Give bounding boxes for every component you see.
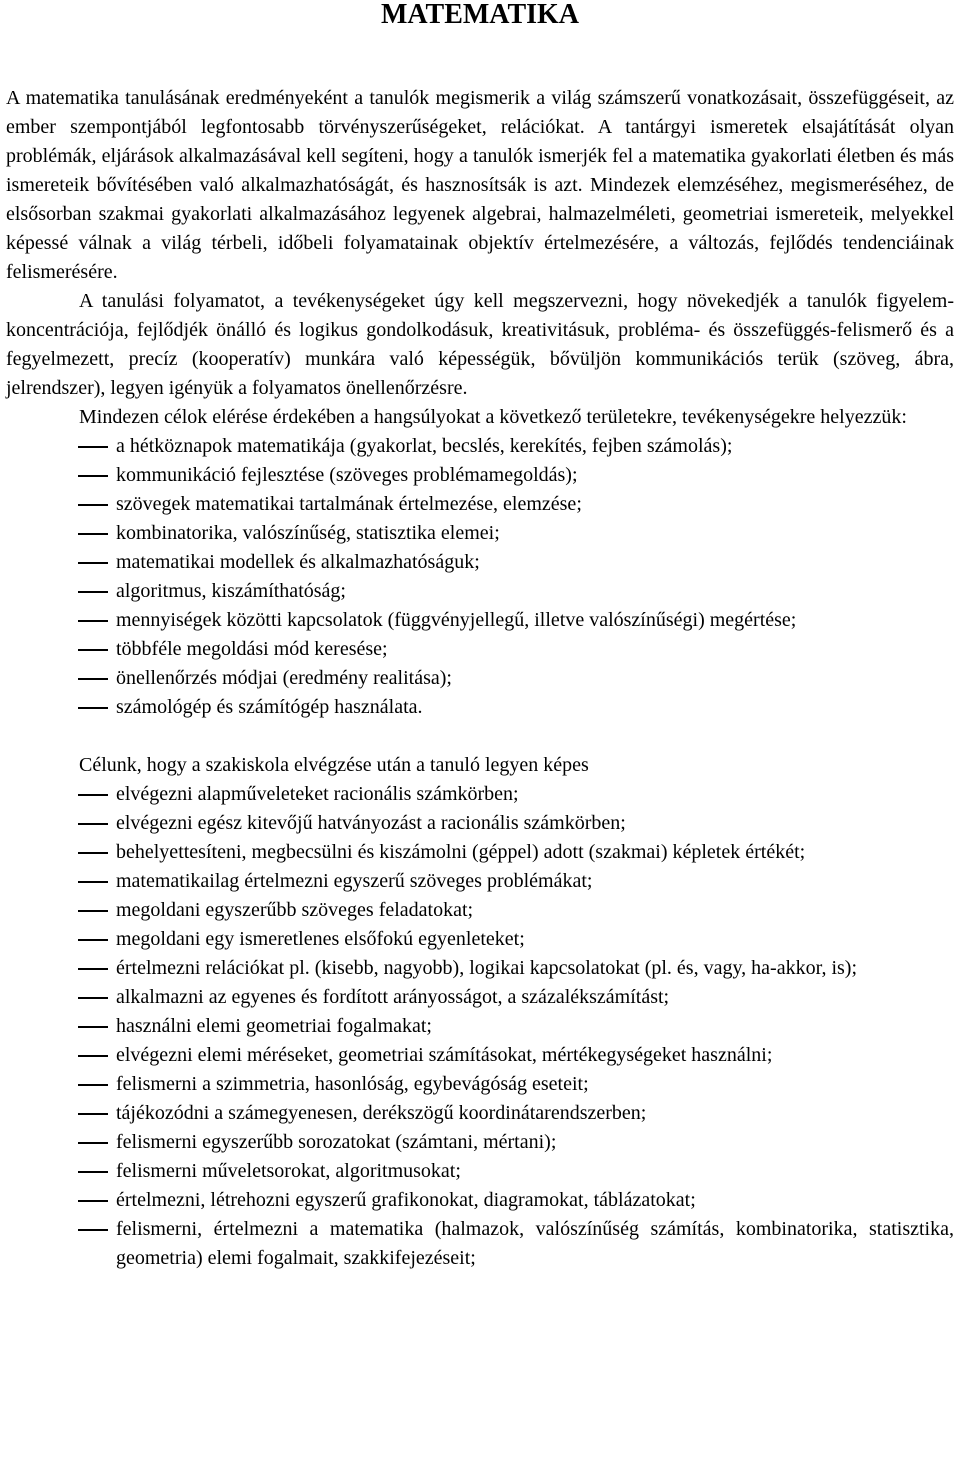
goal-list-item <box>6 809 954 838</box>
goal-list-item <box>6 896 954 925</box>
dash-bullet-icon <box>78 707 108 709</box>
goal-list-item <box>6 1215 954 1273</box>
list-item-text: szövegek matematikai tartalmának értelmezése, elemzése; <box>116 493 582 515</box>
list-item-text: elvégezni elemi méréseket, geometriai számításokat, mértékegységeket használni; <box>116 1044 773 1066</box>
goal-list-item <box>6 1128 954 1157</box>
dash-bullet-icon <box>78 504 108 506</box>
list-item-text: algoritmus, kiszámíthatóság; <box>116 580 346 602</box>
dash-bullet-icon <box>78 446 108 448</box>
list-item-text: számológép és számítógép használata. <box>116 696 423 718</box>
list-item-text: megoldani egyszerűbb szöveges feladatokat; <box>116 899 474 921</box>
dash-bullet-icon <box>78 881 108 883</box>
focus-list-item <box>6 606 954 635</box>
dash-bullet-icon <box>78 910 108 912</box>
list-item-text: önellenőrzés módjai (eredmény realitása); <box>116 667 452 689</box>
list-item-text: elvégezni egész kitevőjű hatványozást a racionális számkörben; <box>116 812 626 834</box>
dash-bullet-icon <box>78 1229 108 1231</box>
goal-list-item <box>6 1012 954 1041</box>
dash-bullet-icon <box>78 939 108 941</box>
list-item-text: felismerni a szimmetria, hasonlóság, egybevágóság eseteit; <box>116 1073 589 1095</box>
focus-list-item <box>6 490 954 519</box>
list-item-text: matematikai modellek és alkalmazhatóságuk; <box>116 551 480 573</box>
goal-list-item <box>6 1041 954 1070</box>
goal-list-item <box>6 838 954 867</box>
focus-list-item <box>6 693 954 722</box>
focus-list-item <box>6 664 954 693</box>
list-item-text: mennyiségek közötti kapcsolatok (függvényjellegű, illetve valószínűségi) megértése; <box>116 609 797 631</box>
goal-list-item <box>6 1099 954 1128</box>
paragraph-learning-process: A tanulási folyamatot, a tevékenységeket úgy kell megszervezni, hogy növekedjék a tanulók figyelem-koncentrációja, fejlődjék önálló és logikus gondolkodásuk, kreativitásuk, probléma- és összefüggés-felismerő és a fegyelmezett, precíz (kooperatív) munkára való képességük, bővüljön kommunikációs terük (szöveg, ábra, jelrendszer), legyen igényük a folyamatos önellenőrzésre. <box>6 290 954 399</box>
dash-bullet-icon <box>78 823 108 825</box>
list-item-text: használni elemi geometriai fogalmakat; <box>116 1015 432 1037</box>
dash-bullet-icon <box>78 649 108 651</box>
focus-list-item <box>6 432 954 461</box>
dash-bullet-icon <box>78 794 108 796</box>
dash-bullet-icon <box>78 997 108 999</box>
focus-list-item <box>6 548 954 577</box>
goal-list-item <box>6 983 954 1012</box>
list-item-text: felismerni műveletsorokat, algoritmusokat; <box>116 1160 461 1182</box>
dash-bullet-icon <box>78 1026 108 1028</box>
dash-bullet-icon <box>78 620 108 622</box>
dash-bullet-icon <box>78 533 108 535</box>
focus-list-item <box>6 635 954 664</box>
goal-list-item <box>6 867 954 896</box>
page-title: MATEMATIKA <box>380 0 580 30</box>
paragraph-goal-intro: Célunk, hogy a szakiskola elvégzése után a tanuló legyen képes <box>79 754 589 776</box>
goal-list-item <box>6 780 954 809</box>
focus-list-item <box>6 577 954 606</box>
dash-bullet-icon <box>78 1200 108 1202</box>
list-item-text: értelmezni, létrehozni egyszerű grafikonokat, diagramokat, táblázatokat; <box>116 1189 696 1211</box>
goal-list-item <box>6 954 954 983</box>
list-item-text: behelyettesíteni, megbecsülni és kiszámolni (géppel) adott (szakmai) képletek értékét; <box>116 841 806 863</box>
list-item-text: értelmezni relációkat pl. (kisebb, nagyobb), logikai kapcsolatokat (pl. és, vagy, ha-akkor, is); <box>116 957 857 979</box>
list-item-text: megoldani egy ismeretlenes elsőfokú egyenleteket; <box>116 928 525 950</box>
list-item-text: kombinatorika, valószínűség, statisztika elemei; <box>116 522 500 544</box>
dash-bullet-icon <box>78 678 108 680</box>
dash-bullet-icon <box>78 1142 108 1144</box>
goal-list-item <box>6 1186 954 1215</box>
section-gap <box>6 722 954 751</box>
dash-bullet-icon <box>78 852 108 854</box>
list-item-text: felismerni, értelmezni a matematika (halmazok, valószínűség számítás, kombinatorika, statisztika, geometria) elemi fogalmait, szakkifejezéseit; <box>116 1218 954 1269</box>
paragraph-focus-intro: Mindezen célok elérése érdekében a hangsúlyokat a következő területekre, tevékenységekre helyezzük: <box>79 406 907 428</box>
dash-bullet-icon <box>78 475 108 477</box>
title-spacer <box>6 30 954 84</box>
list-item-text: elvégezni alapműveleteket racionális számkörben; <box>116 783 519 805</box>
goal-list-item <box>6 1157 954 1186</box>
list-item-text: kommunikáció fejlesztése (szöveges problémamegoldás); <box>116 464 578 486</box>
goal-list-item <box>6 925 954 954</box>
focus-list-item <box>6 519 954 548</box>
list-item-text: alkalmazni az egyenes és fordított arányosságot, a százalékszámítást; <box>116 986 670 1008</box>
list-item-text: a hétköznapok matematikája (gyakorlat, becslés, kerekítés, fejben számolás); <box>116 435 733 457</box>
list-item-text: többféle megoldási mód keresése; <box>116 638 388 660</box>
list-item-text: matematikailag értelmezni egyszerű szöveges problémákat; <box>116 870 593 892</box>
dash-bullet-icon <box>78 968 108 970</box>
paragraph-intro: A matematika tanulásának eredményeként a tanulók megismerik a világ számszerű vonatkozásait, összefüggéseit, az ember szempontjából legfontosabb törvényszerűségeket, relációkat. A tantárgyi ismeretek elsajátítását olyan problémák, eljárások alkalmazásával kell segíteni, hogy a tanulók ismerjék fel a matematika gyakorlati életben és más ismereteik bővítésében való alkalmazhatóságát, és hasznosítsák is azt. Mindezek elemzéséhez, megismeréséhez, de elsősorban szakmai gyakorlati alkalmazásához legyenek algebrai, halmazelméleti, geometriai ismereteik, melyekkel képessé válnak a világ térbeli, időbeli folyamatainak objektív értelmezésére, a változás, fejlődés tendenciáinak felismerésére. <box>6 87 954 283</box>
dash-bullet-icon <box>78 1113 108 1115</box>
dash-bullet-icon <box>78 591 108 593</box>
focus-list-item <box>6 461 954 490</box>
dash-bullet-icon <box>78 1084 108 1086</box>
list-item-text: tájékozódni a számegyenesen, derékszögű koordinátarendszerben; <box>116 1102 647 1124</box>
focus-list <box>6 432 954 722</box>
list-item-text: felismerni egyszerűbb sorozatokat (számtani, mértani); <box>116 1131 557 1153</box>
dash-bullet-icon <box>78 562 108 564</box>
dash-bullet-icon <box>78 1171 108 1173</box>
goal-list <box>6 780 954 1273</box>
dash-bullet-icon <box>78 1055 108 1057</box>
goal-list-item <box>6 1070 954 1099</box>
